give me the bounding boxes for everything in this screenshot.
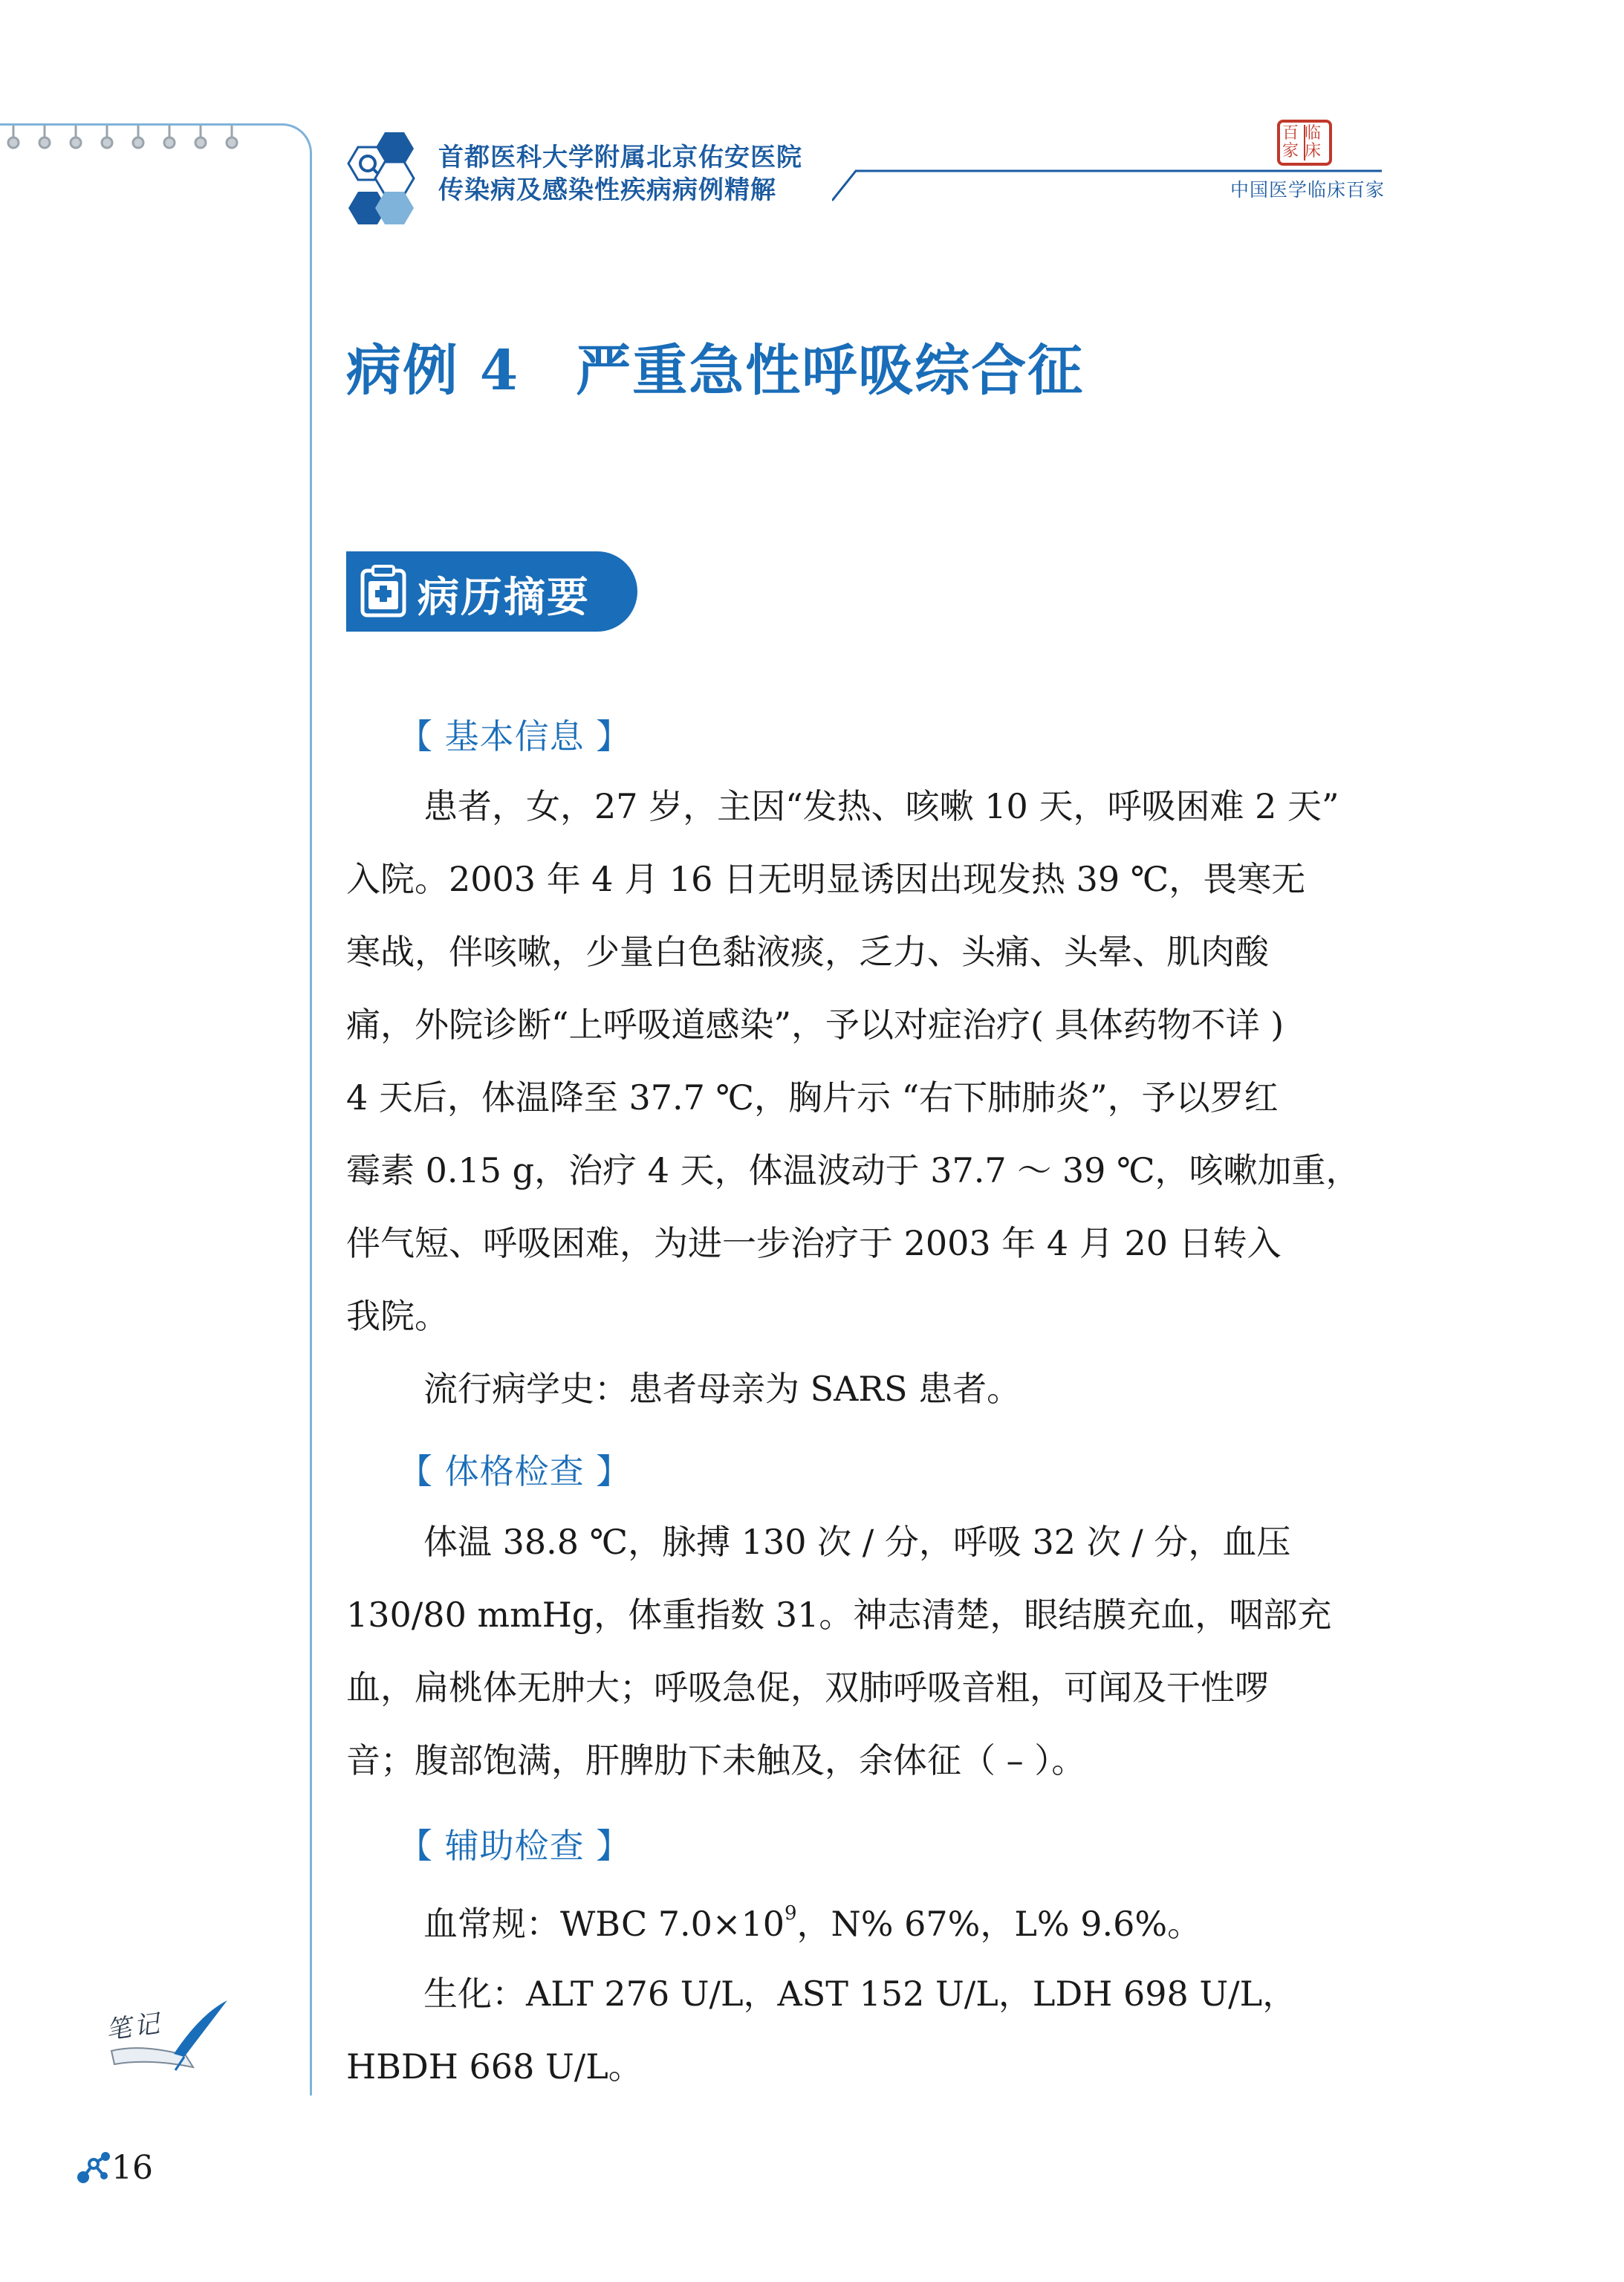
basic-line-3: 寒战，伴咳嗽，少量白色黏液痰，乏力、头痛、头晕、肌肉酸 bbox=[346, 932, 1269, 972]
seal-text: 百临家床 bbox=[1282, 124, 1327, 161]
basic-line-2: 入院。2003 年 4 月 16 日无明显诱因出现发热 39 ℃，畏寒无 bbox=[346, 859, 1306, 899]
physical-line-2: 130/80 mmHg，体重指数 31。神志清楚，眼结膜充血，咽部充 bbox=[346, 1595, 1332, 1635]
basic-info-heading: 【 基本信息 】 bbox=[398, 716, 631, 756]
header-series: 中国医学临床百家 bbox=[1230, 179, 1385, 201]
margin-line bbox=[310, 223, 312, 2095]
biochem-line-2: HBDH 668 U/L。 bbox=[346, 2046, 643, 2087]
basic-line-6: 霉素 0.15 g，治疗 4 天，体温波动于 37.7 ～ 39 ℃，咳嗽加重， bbox=[346, 1150, 1360, 1190]
blood-routine-sup: 9 bbox=[785, 1902, 797, 1925]
basic-line-7: 伴气短、呼吸困难，为进一步治疗于 2003 年 4 月 20 日转入 bbox=[346, 1223, 1282, 1263]
blood-routine-suffix: ，N% 67%，L% 9.6%。 bbox=[796, 1904, 1202, 1944]
section-banner bbox=[346, 551, 637, 632]
hexagon-logo-icon bbox=[339, 126, 435, 230]
header-title-line2: 传染病及感染性疾病病例精解 bbox=[438, 175, 776, 205]
physical-line-4: 音；腹部饱满，肝脾肋下未触及，余体征（ – ）。 bbox=[346, 1740, 1086, 1780]
case-title: 病例 4 严重急性呼吸综合征 bbox=[346, 339, 1085, 403]
physical-exam-heading: 【 体格检查 】 bbox=[398, 1451, 631, 1491]
physical-line-3: 血，扁桃体无肿大；呼吸急促，双肺呼吸音粗，可闻及干性啰 bbox=[346, 1667, 1269, 1708]
blood-routine-prefix: 血常规：WBC 7.0×10 bbox=[423, 1904, 785, 1944]
margin-line-top bbox=[0, 123, 312, 227]
biochem-line-1: 生化：ALT 276 U/L，AST 152 U/L，LDH 698 U/L， bbox=[423, 1974, 1297, 2014]
basic-line-4: 痛，外院诊断“上呼吸道感染”，予以对症治疗( 具体药物不详 ) bbox=[346, 1005, 1284, 1045]
basic-line-8: 我院。 bbox=[346, 1296, 449, 1336]
molecule-icon bbox=[74, 2148, 111, 2188]
epidemiology-line: 流行病学史：患者母亲为 SARS 患者。 bbox=[423, 1369, 1022, 1409]
page-number: 16 bbox=[111, 2149, 153, 2187]
basic-line-5: 4 天后，体温降至 37.7 ℃，胸片示 “右下肺肺炎”，予以罗红 bbox=[346, 1077, 1279, 1118]
header-title-line1: 首都医科大学附属北京佑安医院 bbox=[438, 143, 802, 172]
clipboard-icon bbox=[358, 565, 409, 618]
blood-routine-line bbox=[423, 1902, 1202, 1944]
physical-line-1: 体温 38.8 ℃，脉搏 130 次 / 分，呼吸 32 次 / 分，血压 bbox=[423, 1522, 1291, 1562]
basic-line-1: 患者，女，27 岁，主因“发热、咳嗽 10 天，呼吸困难 2 天” bbox=[423, 786, 1339, 826]
aux-exam-heading: 【 辅助检查 】 bbox=[398, 1826, 631, 1866]
note-label: 笔记 bbox=[104, 2008, 164, 2046]
section-banner-label: 病历摘要 bbox=[418, 574, 590, 622]
